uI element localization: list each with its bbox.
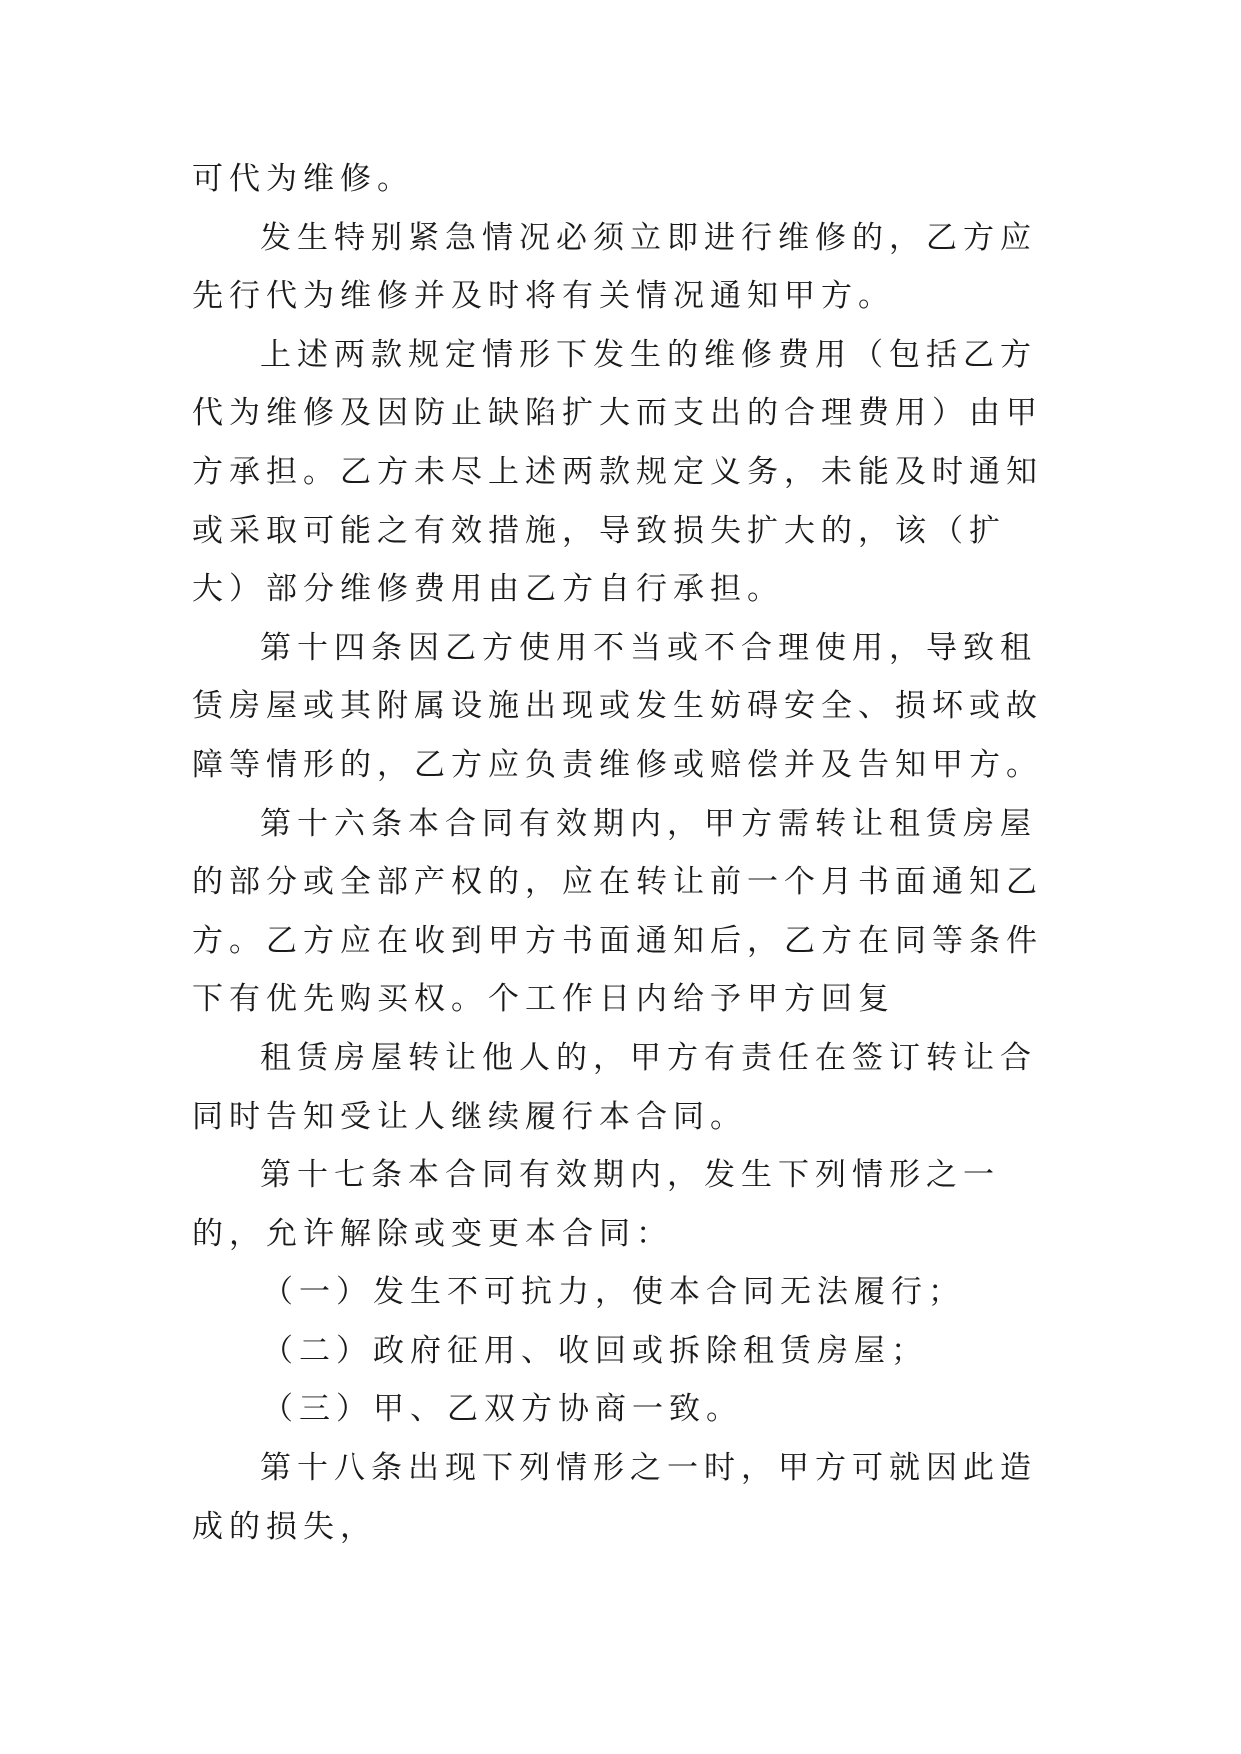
paragraph-emergency-repair: 发生特别紧急情况必须立即进行维修的，乙方应先行代为维修并及时将有关情况通知甲方。 (192, 219, 1037, 315)
document-page (192, 150, 1052, 1556)
paragraph-repair-costs: 上述两款规定情形下发生的维修费用（包括乙方代为维修及因防止缺陷扩大而支出的合理费用）由甲方承担。乙方未尽上述两款规定义务，未能及时通知或采取可能之有效措施，导致损失扩大的，该（扩大）部分维修费用由乙方自行承担。 (192, 336, 1043, 608)
paragraph-repair-end: 可代为维修。 (192, 161, 414, 197)
paragraph-article-18: 第十八条出现下列情形之一时，甲方可就因此造成的损失， (192, 1450, 1037, 1545)
list-item-mutual-agreement: （三）甲、乙双方协商一致。 (262, 1391, 743, 1428)
paragraph-transfer-notice: 租赁房屋转让他人的，甲方有责任在签订转让合同时告知受让人继续履行本合同。 (192, 1039, 1037, 1135)
list-item-force-majeure: （一）发生不可抗力，使本合同无法履行； (262, 1274, 965, 1311)
paragraph-article-14: 第十四条因乙方使用不当或不合理使用，导致租赁房屋或其附属设施出现或发生妨碍安全、损坏或故障等情形的，乙方应负责维修或赔偿并及告知甲方。 (192, 629, 1043, 783)
list-item-government-expropriation: （二）政府征用、收回或拆除租赁房屋； (262, 1332, 928, 1369)
paragraph-article-16: 第十六条本合同有效期内，甲方需转让租赁房屋的部分或全部产权的，应在转让前一个月书面通知乙方。乙方应在收到甲方书面通知后，乙方在同等条件下有优先购买权。个工作日内给予甲方回复 (192, 805, 1043, 1018)
paragraph-article-17: 第十七条本合同有效期内，发生下列情形之一的，允许解除或变更本合同： (192, 1157, 1000, 1252)
